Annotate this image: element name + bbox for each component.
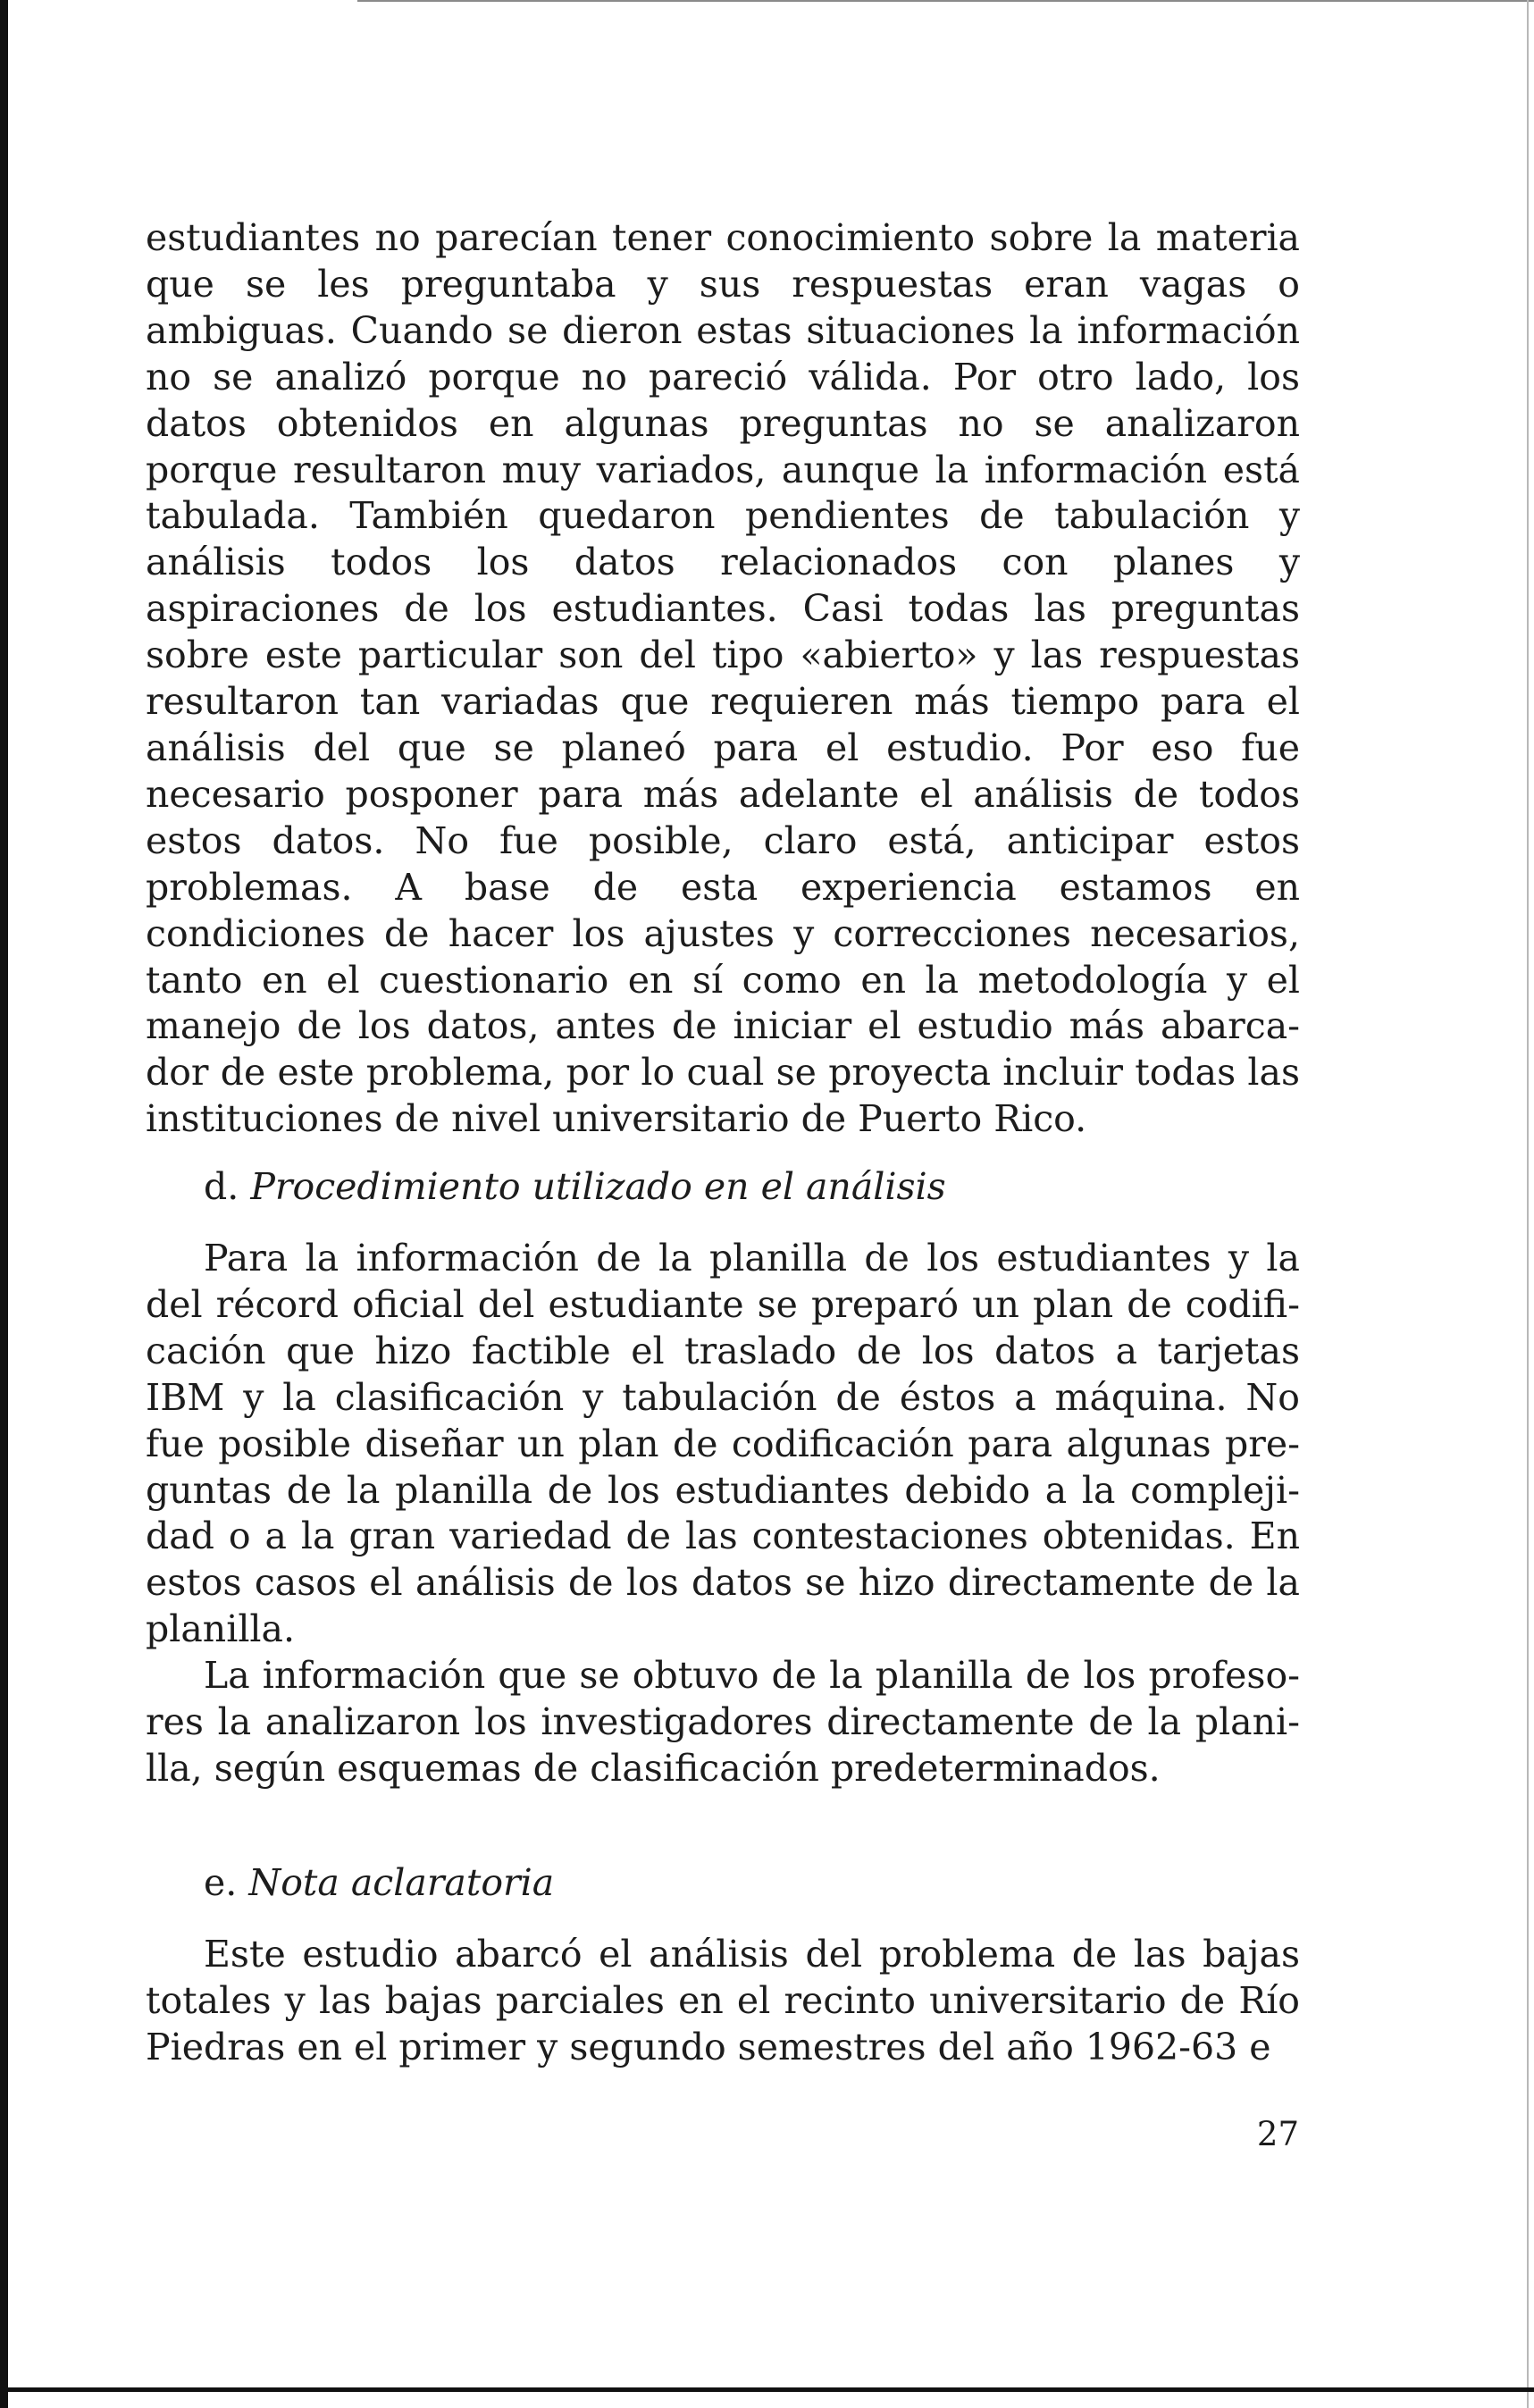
section-d-letter: d. [204,1165,239,1208]
section-e-paragraph-1: Este estudio abarcó el análisis del problema de las bajas totales y las bajas parciales en el recinto universitario de Río Piedras en el primer y segundo semestres del año 1962-63 e [146,1933,1300,2068]
section-d-paragraph-1: Para la información de la planilla de los estudiantes y la del récord oficial del estudiante se preparó un plan de codificación que hizo factible el traslado de los datos a tarjetas IBM y la clasificación y tabulación de éstos a máquina. No fue posible diseñar un plan de codificación para algunas preguntas de la planilla de los estudiantes debido a la complejidad o a la gran variedad de las contestaciones obtenidas. En estos casos el análisis de los datos se hizo directamente de la planilla. [146,1237,1300,1651]
section-d-body [146,1236,1300,1792]
scan-top-rule [357,0,1534,2]
section-e-letter: e. [204,1861,238,1904]
section-d-paragraph-2: La información que se obtuvo de la planilla de los profesores la analizaron los investigadores directamente de la planilla, según esquemas de clasificación predeterminados. [146,1654,1300,1790]
scan-left-edge [0,0,8,2408]
section-e-body [146,1932,1300,2071]
opening-paragraph-block [146,215,1300,1143]
scan-right-rule [1527,0,1529,2408]
page-number: 27 [1256,2115,1299,2153]
section-e-title: Nota aclaratoria [248,1861,555,1904]
scan-bottom-edge [0,2387,1534,2392]
section-d-title: Procedimiento utilizado en el análisis [250,1165,946,1208]
section-d-heading [204,1163,946,1210]
section-e-heading [204,1859,554,1906]
opening-paragraph: estudiantes no parecían tener conocimiento sobre la materia que se les preguntaba y sus respuestas eran vagas o ambiguas. Cuando se dieron estas situaciones la información no se analizó porque no pareció válida. Por otro lado, los datos obtenidos en algunas preguntas no se analizaron porque resultaron muy variados, aunque la información está tabulada. También quedaron pendientes de tabulación y análisis todos los datos relacionados con planes y aspiraciones de los estudiantes. Casi todas las preguntas sobre este particular son del tipo «abierto» y las respuestas resultaron tan variadas que requieren más tiempo para el análisis del que se planeó para el estudio. Por eso fue necesario posponer para más adelante el análisis de todos estos datos. No fue posible, claro está, anticipar estos problemas. A base de esta experiencia estamos en condiciones de hacer los ajustes y correcciones necesarios, tanto en el cuestionario en sí como en la metodología y el manejo de los datos, antes de iniciar el estudio más abarcador de este problema, por lo cual se proyecta incluir todas las instituciones de nivel universitario de Puerto Rico. [146,216,1300,1141]
